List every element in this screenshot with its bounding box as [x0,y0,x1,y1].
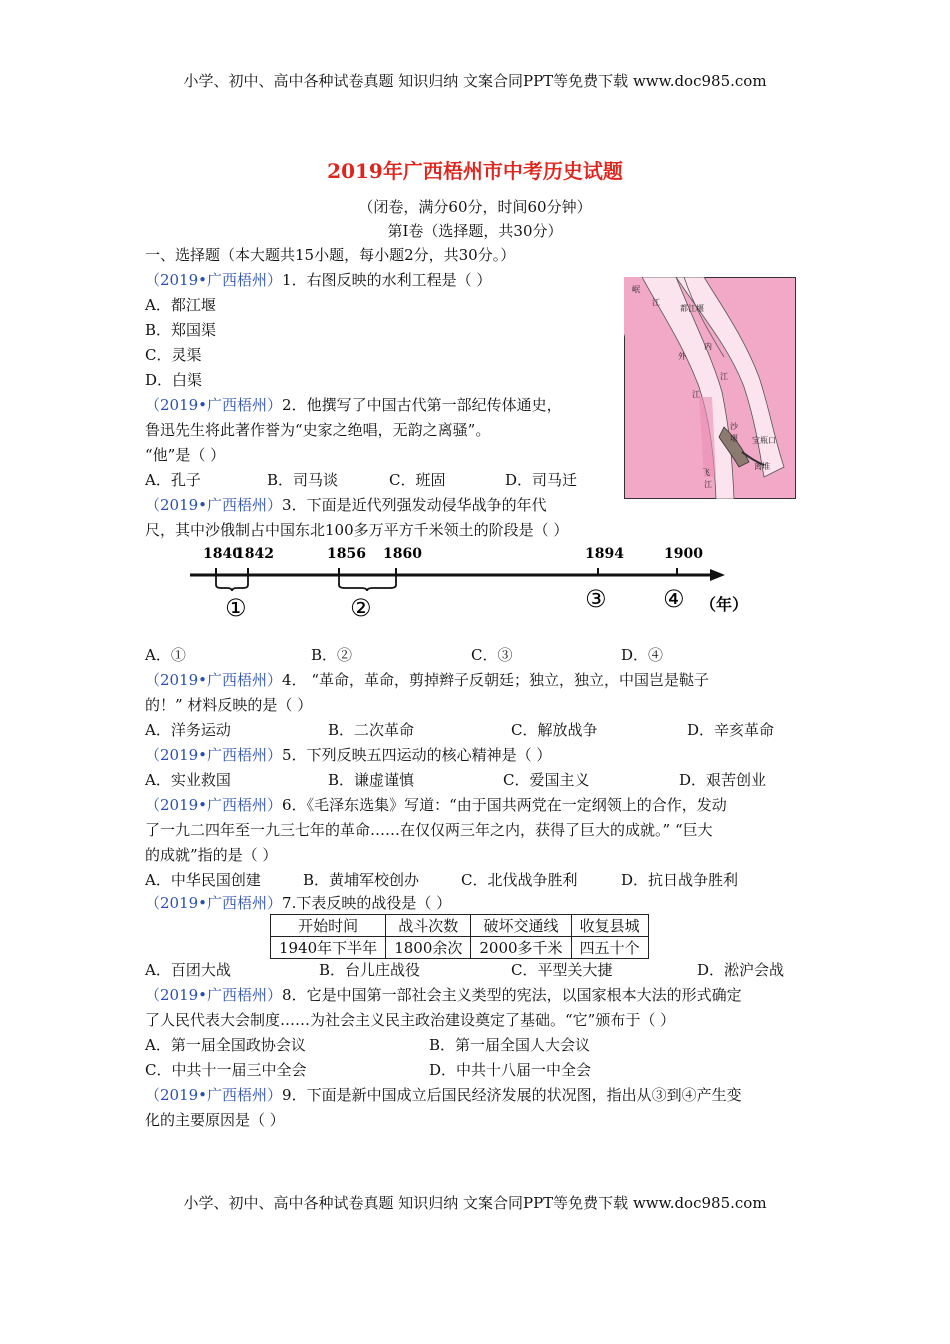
table-cell: 1940年下半年 [271,937,386,959]
question-2 [145,393,562,418]
q4-stem-line2: 的！” 材料反映的是（ ） [145,696,313,714]
table-row [271,937,649,959]
q8-option-d: D．中共十八届一中全会 [429,1061,592,1079]
q8-option-c: C．中共十一届三中全会 [145,1061,307,1079]
question-stem: 5．下列反映五四运动的核心精神是（ ） [282,746,552,764]
q3-option-b: B．② [311,646,353,664]
q5-option-d: D．艰苦创业 [679,771,767,789]
page-footer: 小学、初中、高中各种试卷真题 知识归纳 文案合同PPT等免费下载 www.doc985.com [183,1194,767,1212]
page-header: 小学、初中、高中各种试卷真题 知识归纳 文案合同PPT等免费下载 www.doc985.com [183,72,767,90]
question-4 [145,668,709,693]
stage-marker-3: ③ [585,585,607,613]
q8-option-a: A．第一届全国政协会议 [145,1036,306,1054]
map-label: 外 [678,352,686,361]
q7-option-d: D．淞沪会战 [697,961,785,979]
q6-option-d: D．抗日战争胜利 [621,871,739,889]
map-label: 江 [720,372,728,381]
q4-option-a: A．洋务运动 [145,721,231,739]
year-label: 1894 [585,546,624,562]
question-stem: 6．《毛泽东选集》写道：“由于国共两党在一定纲领上的合作，发动 [282,796,727,814]
map-label: 江 [692,390,700,399]
year-label: 1860 [383,546,422,562]
question-source: （2019•广西梧州） [145,986,283,1004]
table-cell: 2000多千米 [471,937,571,959]
q3-option-c: C．③ [471,646,513,664]
q5-option-b: B．谦虚谨慎 [328,771,415,789]
section-heading: 一、选择题（本大题共15小题，每小题2分，共30分。） [145,246,516,264]
question-stem: 1．右图反映的水利工程是（ ） [282,271,492,289]
q7-option-a: A．百团大战 [145,961,231,979]
timeline-figure [185,540,765,630]
question-6 [145,793,727,818]
q4-option-c: C．解放战争 [511,721,598,739]
question-5 [145,743,551,768]
volume-title: 第Ⅰ卷（选择题，共30分） [387,222,563,240]
q7-option-b: B．台儿庄战役 [319,961,421,979]
q2-option-b: B．司马谈 [267,471,339,489]
stage-marker-1: ① [225,594,247,622]
q6-stem-line3: 的成就”指的是（ ） [145,846,278,864]
q3-option-a: A．① [145,646,186,664]
question-stem: 4． “革命，革命，剪掉辫子反朝廷；独立，独立，中国岂是鞑子 [282,671,710,689]
question-stem: 3．下面是近代列强发动侵华战争的年代 [282,496,547,514]
q4-option-b: B．二次革命 [328,721,415,739]
question-8 [145,983,742,1008]
battle-table [270,914,649,959]
stage-marker-2: ② [350,594,372,622]
question-source: （2019•广西梧州） [145,671,283,689]
question-9 [145,1083,742,1108]
q3-stem-line2: 尺，其中沙俄制占中国东北100多万平方千米领土的阶段是（ ） [145,521,569,539]
map-graphic [624,277,796,499]
map-label: 岷 [632,285,640,294]
question-source: （2019•广西梧州） [145,894,283,912]
table-header: 开始时间 [271,915,386,937]
question-source: （2019•广西梧州） [145,746,283,764]
year-unit: （年） [700,595,749,614]
map-label: 宝瓶口 [752,436,776,445]
q2-stem-line3: “他”是（ ） [145,446,226,464]
timeline-graphic [185,540,765,630]
exam-title: 2019年广西梧州市中考历史试题 [327,159,623,183]
question-7 [145,891,451,916]
year-label: 1842 [235,546,274,562]
map-label: 离堆 [754,462,770,471]
map-label: 飞 [702,468,710,477]
question-source: （2019•广西梧州） [145,396,283,414]
map-label: 江 [652,298,660,307]
q2-stem-line2: 鲁迅先生将此著作誉为“史家之绝唱，无韵之离骚”。 [145,421,491,439]
q1-option-b: B．郑国渠 [145,321,217,339]
q8-option-b: B．第一届全国人大会议 [429,1036,591,1054]
table-header: 战斗次数 [386,915,471,937]
table-cell: 1800余次 [386,937,471,959]
map-label: 江 [704,480,712,489]
year-label: 1840 [203,546,242,562]
q2-option-a: A．孔子 [145,471,201,489]
q2-option-c: C．班固 [389,471,446,489]
question-stem: 9．下面是新中国成立后国民经济发展的状况图，指出从③到④产生变 [282,1086,742,1104]
q3-option-d: D．④ [621,646,664,664]
q9-stem-line2: 化的主要原因是（ ） [145,1111,285,1129]
question-source: （2019•广西梧州） [145,796,283,814]
question-stem: 2．他撰写了中国古代第一部纪传体通史， [282,396,562,414]
question-source: （2019•广西梧州） [145,496,283,514]
question-source: （2019•广西梧州） [145,1086,283,1104]
q6-option-b: B．黄埔军校创办 [303,871,420,889]
q1-option-c: C．灵渠 [145,346,202,364]
question-source: （2019•广西梧州） [145,271,283,289]
question-3 [145,493,547,518]
table-header-row [271,915,649,937]
table-header: 收复县城 [571,915,648,937]
q1-option-a: A．都江堰 [145,296,216,314]
q8-stem-line2: 了人民代表大会制度……为社会主义民主政治建设奠定了基础。“它”颁布于（ ） [145,1011,676,1029]
question-stem: 7.下表反映的战役是（ ） [282,894,452,912]
q6-stem-line2: 了一九二四年至一九三七年的革命……在仅仅两三年之内，获得了巨大的成就。” “巨大 [145,821,713,839]
map-label: 内 [704,342,712,351]
q5-option-c: C．爱国主义 [503,771,590,789]
q7-option-c: C．平型关大捷 [511,961,613,979]
stage-marker-4: ④ [663,585,685,613]
map-label: 堰 [730,434,738,443]
q4-option-d: D．辛亥革命 [687,721,775,739]
map-label: 都江堰 [680,304,704,313]
q6-option-c: C．北伐战争胜利 [461,871,578,889]
q1-option-d: D．白渠 [145,371,203,389]
dujiangyan-map [624,277,796,499]
year-label: 1856 [327,546,366,562]
table-cell: 四五十个 [571,937,648,959]
table-header: 破坏交通线 [471,915,571,937]
map-label: 沙 [730,422,738,431]
q6-option-a: A．中华民国创建 [145,871,261,889]
exam-note: （闭卷，满分60分，时间60分钟） [358,198,592,216]
q5-option-a: A．实业救国 [145,771,231,789]
year-label: 1900 [664,546,703,562]
question-1 [145,268,491,293]
question-stem: 8．它是中国第一部社会主义类型的宪法，以国家根本大法的形式确定 [282,986,742,1004]
q2-option-d: D．司马迁 [505,471,578,489]
